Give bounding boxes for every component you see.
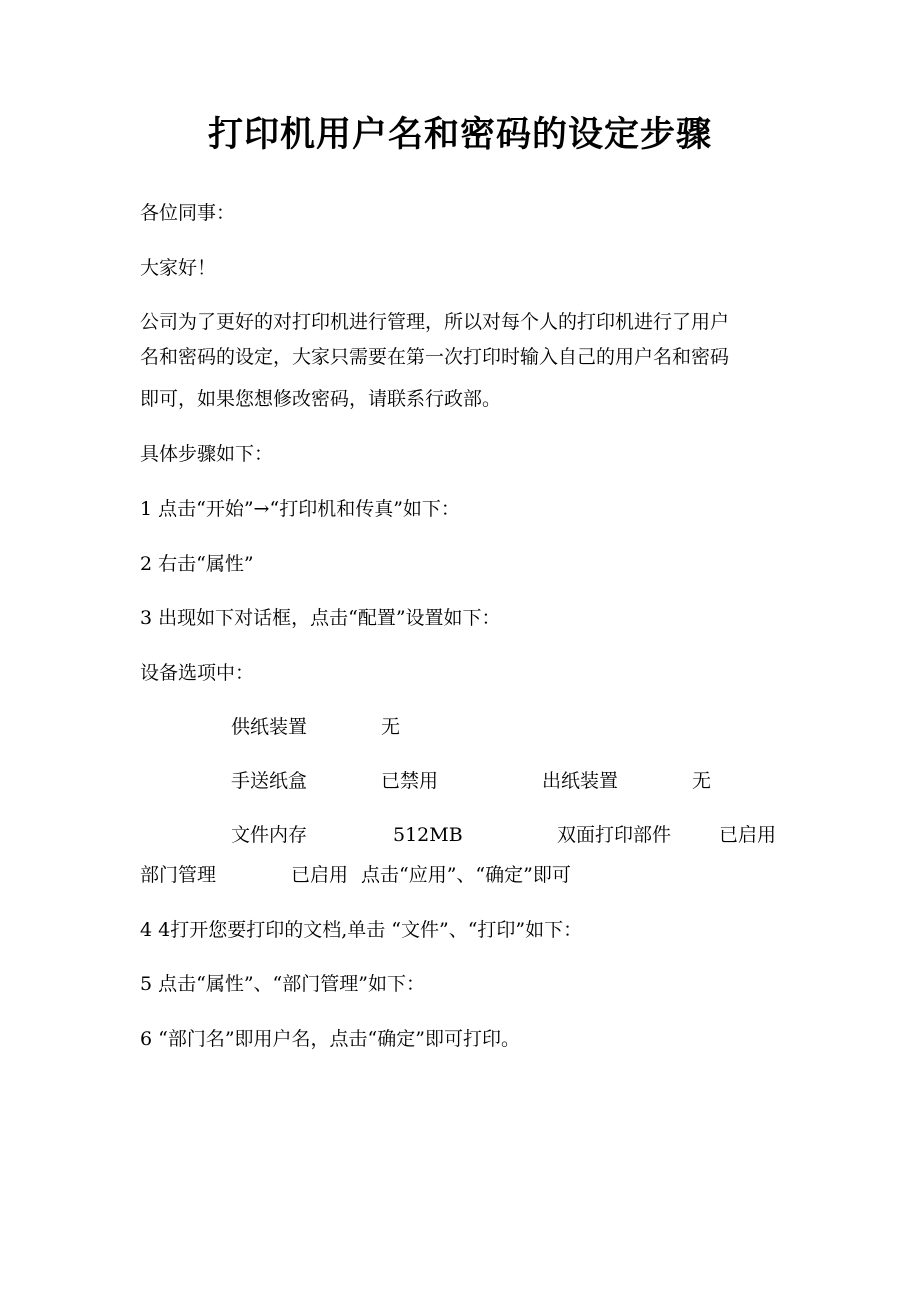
step-6: 6 “部门名”即用户名，点击“确定”即可打印。 [140, 1028, 520, 1050]
duplex-value: 已启用 [719, 824, 777, 846]
intro-line-2: 名和密码的设定，大家只需要在第一次打印时输入自己的用户名和密码 [140, 346, 730, 368]
step-5: 5 点击“属性”、“部门管理”如下： [140, 973, 425, 995]
duplex-label: 双面打印部件 [557, 824, 672, 846]
output-label: 出纸装置 [542, 770, 619, 792]
paper-feed-label: 供纸装置 [231, 716, 308, 738]
apply-instruction: 点击“应用”、“确定”即可 [361, 864, 571, 886]
hello: 大家好！ [140, 257, 217, 279]
device-options-label: 设备选项中： [140, 662, 255, 684]
step-3: 3 出现如下对话框，点击“配置”设置如下： [140, 607, 501, 629]
step-1: 1 点击“开始”→“打印机和传真”如下： [140, 498, 460, 520]
step-4: 4 4打开您要打印的文档,单击 “文件”、“打印”如下： [140, 919, 583, 941]
intro-line-1: 公司为了更好的对打印机进行管理，所以对每个人的打印机进行了用户 [140, 311, 730, 333]
steps-heading: 具体步骤如下： [140, 443, 274, 465]
memory-label: 文件内存 [231, 824, 308, 846]
paper-feed-value: 无 [381, 716, 401, 738]
greeting: 各位同事： [140, 202, 236, 224]
page-title: 打印机用户名和密码的设定步骤 [207, 114, 712, 155]
step-2: 2 右击“属性” [140, 553, 254, 575]
output-value: 无 [692, 770, 712, 792]
intro-line-3: 即可，如果您想修改密码，请联系行政部。 [140, 388, 502, 410]
manual-tray-label: 手送纸盒 [231, 770, 308, 792]
dept-label: 部门管理 [140, 864, 217, 886]
dept-value: 已启用 [291, 864, 349, 886]
manual-tray-value: 已禁用 [381, 770, 439, 792]
memory-value: 512MB [393, 824, 463, 846]
